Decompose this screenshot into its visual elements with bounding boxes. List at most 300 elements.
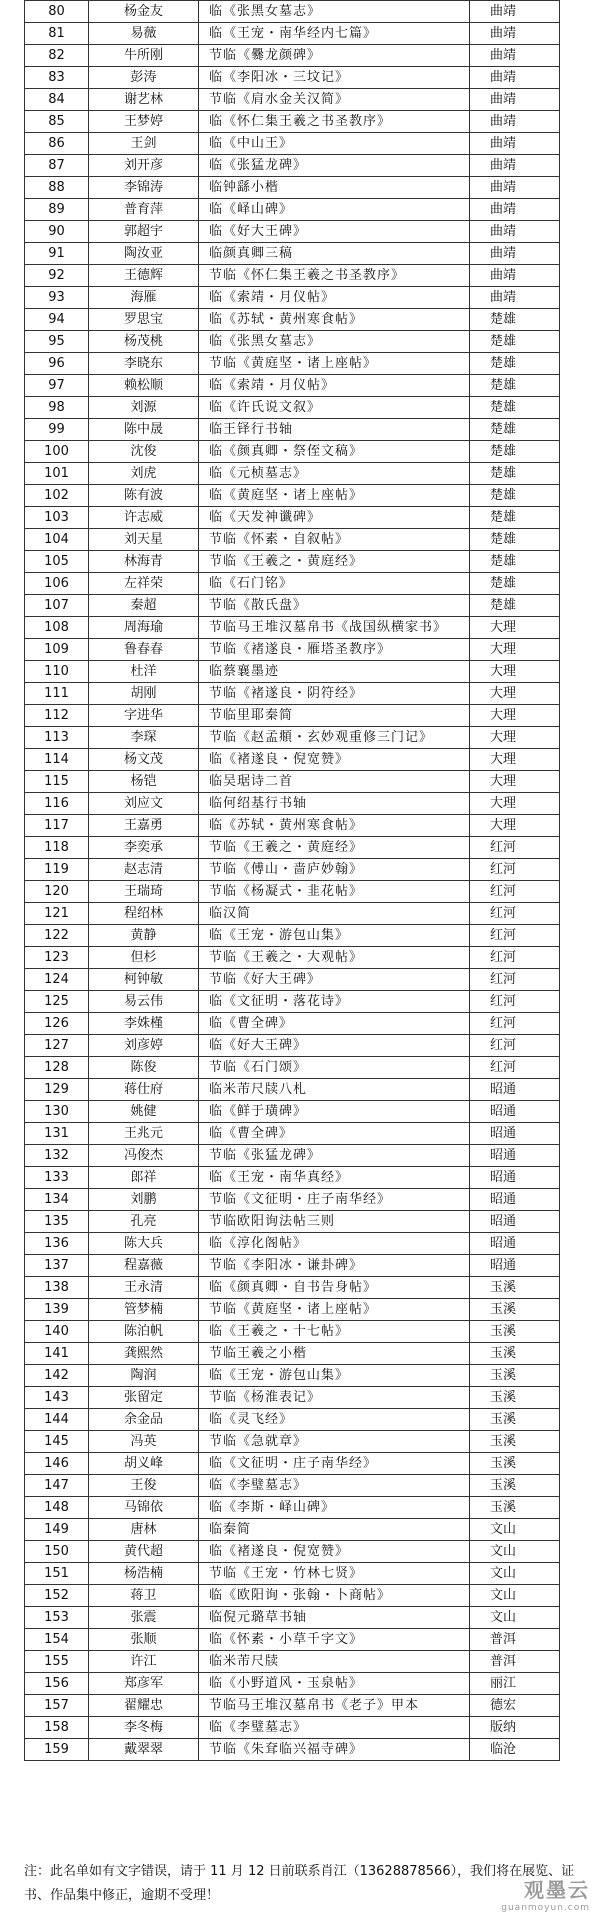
author-name: 罗思宝 xyxy=(89,309,199,331)
author-name: 杨金友 xyxy=(89,1,199,23)
work-title: 节临《赵孟頫・玄妙观重修三门记》 xyxy=(199,727,470,749)
work-title: 节临《黄庭坚・诸上座帖》 xyxy=(199,353,470,375)
region: 普洱 xyxy=(470,1629,560,1651)
work-title: 临《苏轼・黄州寒食帖》 xyxy=(199,309,470,331)
author-name: 胡刚 xyxy=(89,683,199,705)
author-name: 杜洋 xyxy=(89,661,199,683)
table-row xyxy=(25,1343,560,1365)
row-number: 112 xyxy=(25,705,89,727)
author-name: 程嘉薇 xyxy=(89,1255,199,1277)
watermark xyxy=(501,1878,590,1914)
table-row xyxy=(25,375,560,397)
work-title: 节临《散氏盘》 xyxy=(199,595,470,617)
region: 德宏 xyxy=(470,1695,560,1717)
region: 大理 xyxy=(470,705,560,727)
row-number: 90 xyxy=(25,221,89,243)
row-number: 127 xyxy=(25,1035,89,1057)
work-title: 节临里耶秦简 xyxy=(199,705,470,727)
work-title: 临《张黑女墓志》 xyxy=(199,1,470,23)
author-name: 杨浩楠 xyxy=(89,1563,199,1585)
table-row xyxy=(25,1013,560,1035)
region: 楚雄 xyxy=(470,595,560,617)
row-number: 157 xyxy=(25,1695,89,1717)
author-name: 孔亮 xyxy=(89,1211,199,1233)
table-row xyxy=(25,991,560,1013)
work-title: 临《欧阳询・张翰・卜商帖》 xyxy=(199,1585,470,1607)
region: 红河 xyxy=(470,991,560,1013)
work-title: 节临欧阳询法帖三则 xyxy=(199,1211,470,1233)
work-title: 节临《怀仁集王羲之书圣教序》 xyxy=(199,265,470,287)
table-row xyxy=(25,441,560,463)
work-title: 临《褚遂良・倪宽赞》 xyxy=(199,1541,470,1563)
row-number: 110 xyxy=(25,661,89,683)
author-name: 张留定 xyxy=(89,1387,199,1409)
row-number: 92 xyxy=(25,265,89,287)
table-row xyxy=(25,749,560,771)
region: 昭通 xyxy=(470,1255,560,1277)
table-row xyxy=(25,969,560,991)
region: 楚雄 xyxy=(470,309,560,331)
table-row xyxy=(25,507,560,529)
work-title: 节临《王羲之・大观帖》 xyxy=(199,947,470,969)
author-name: 易云伟 xyxy=(89,991,199,1013)
work-title: 节临马王堆汉墓帛书《战国纵横家书》 xyxy=(199,617,470,639)
work-title: 临《张猛龙碑》 xyxy=(199,155,470,177)
author-name: 杨文茂 xyxy=(89,749,199,771)
table-row xyxy=(25,1167,560,1189)
work-title: 节临《王羲之・黄庭经》 xyxy=(199,837,470,859)
row-number: 95 xyxy=(25,331,89,353)
work-title: 临《峄山碑》 xyxy=(199,199,470,221)
author-name: 唐林 xyxy=(89,1519,199,1541)
row-number: 152 xyxy=(25,1585,89,1607)
region: 红河 xyxy=(470,881,560,903)
author-name: 蒋仕府 xyxy=(89,1079,199,1101)
entries-table xyxy=(24,0,560,1761)
table-row xyxy=(25,287,560,309)
region: 楚雄 xyxy=(470,353,560,375)
table-row xyxy=(25,1673,560,1695)
table-row xyxy=(25,1211,560,1233)
row-number: 89 xyxy=(25,199,89,221)
row-number: 88 xyxy=(25,177,89,199)
table-row xyxy=(25,793,560,815)
work-title: 临何绍基行书轴 xyxy=(199,793,470,815)
row-number: 156 xyxy=(25,1673,89,1695)
author-name: 郭超宇 xyxy=(89,221,199,243)
author-name: 谢艺林 xyxy=(89,89,199,111)
work-title: 节临《褚遂良・阴符经》 xyxy=(199,683,470,705)
region: 楚雄 xyxy=(470,463,560,485)
region: 曲靖 xyxy=(470,45,560,67)
region: 玉溪 xyxy=(470,1475,560,1497)
table-row xyxy=(25,23,560,45)
work-title: 临倪元璐草书轴 xyxy=(199,1607,470,1629)
work-title: 临《黄庭坚・诸上座帖》 xyxy=(199,485,470,507)
author-name: 王俊 xyxy=(89,1475,199,1497)
row-number: 99 xyxy=(25,419,89,441)
row-number: 116 xyxy=(25,793,89,815)
watermark-logo-text: 观墨云 xyxy=(524,1878,590,1902)
author-name: 李晓东 xyxy=(89,353,199,375)
table-row xyxy=(25,1255,560,1277)
author-name: 王梦婷 xyxy=(89,111,199,133)
region: 玉溪 xyxy=(470,1387,560,1409)
work-title: 临钟繇小楷 xyxy=(199,177,470,199)
region: 玉溪 xyxy=(470,1277,560,1299)
table-row xyxy=(25,1563,560,1585)
work-title: 临《小野道风・玉泉帖》 xyxy=(199,1673,470,1695)
work-title: 临米芾尺牍八札 xyxy=(199,1079,470,1101)
table-row xyxy=(25,1739,560,1761)
region: 大理 xyxy=(470,727,560,749)
work-title: 临《索靖・月仪帖》 xyxy=(199,287,470,309)
author-name: 李锦涛 xyxy=(89,177,199,199)
region: 昭通 xyxy=(470,1145,560,1167)
work-title: 节临《好大王碑》 xyxy=(199,969,470,991)
region: 玉溪 xyxy=(470,1365,560,1387)
work-title: 节临《杨淮表记》 xyxy=(199,1387,470,1409)
table-row xyxy=(25,705,560,727)
author-name: 黄静 xyxy=(89,925,199,947)
work-title: 临《许氏说文叙》 xyxy=(199,397,470,419)
row-number: 133 xyxy=(25,1167,89,1189)
author-name: 许江 xyxy=(89,1651,199,1673)
row-number: 103 xyxy=(25,507,89,529)
work-title: 临《鲜于璜碑》 xyxy=(199,1101,470,1123)
region: 昭通 xyxy=(470,1079,560,1101)
author-name: 海雁 xyxy=(89,287,199,309)
region: 大理 xyxy=(470,771,560,793)
region: 玉溪 xyxy=(470,1409,560,1431)
row-number: 100 xyxy=(25,441,89,463)
row-number: 104 xyxy=(25,529,89,551)
table-row xyxy=(25,419,560,441)
region: 玉溪 xyxy=(470,1497,560,1519)
region: 文山 xyxy=(470,1563,560,1585)
author-name: 冯俊杰 xyxy=(89,1145,199,1167)
author-name: 刘天星 xyxy=(89,529,199,551)
author-name: 陶汝亚 xyxy=(89,243,199,265)
region: 临沧 xyxy=(470,1739,560,1761)
work-title: 节临《文征明・庄子南华经》 xyxy=(199,1189,470,1211)
region: 楚雄 xyxy=(470,419,560,441)
region: 大理 xyxy=(470,815,560,837)
region: 昭通 xyxy=(470,1167,560,1189)
table-row xyxy=(25,1607,560,1629)
row-number: 108 xyxy=(25,617,89,639)
row-number: 83 xyxy=(25,67,89,89)
row-number: 86 xyxy=(25,133,89,155)
region: 大理 xyxy=(470,639,560,661)
row-number: 115 xyxy=(25,771,89,793)
region: 红河 xyxy=(470,1057,560,1079)
author-name: 龚熙然 xyxy=(89,1343,199,1365)
table-row xyxy=(25,1365,560,1387)
row-number: 101 xyxy=(25,463,89,485)
author-name: 彭涛 xyxy=(89,67,199,89)
region: 红河 xyxy=(470,947,560,969)
table-row xyxy=(25,111,560,133)
work-title: 节临马王堆汉墓帛书《老子》甲本 xyxy=(199,1695,470,1717)
work-title: 临《王宠・南华经内七篇》 xyxy=(199,23,470,45)
work-title: 临《索靖・月仪帖》 xyxy=(199,375,470,397)
table-row xyxy=(25,1409,560,1431)
region: 曲靖 xyxy=(470,221,560,243)
row-number: 80 xyxy=(25,1,89,23)
table-row xyxy=(25,1585,560,1607)
region: 大理 xyxy=(470,661,560,683)
table-row xyxy=(25,1057,560,1079)
region: 丽江 xyxy=(470,1673,560,1695)
table-row xyxy=(25,573,560,595)
region: 曲靖 xyxy=(470,23,560,45)
work-title: 临吴琚诗二首 xyxy=(199,771,470,793)
table-row xyxy=(25,1519,560,1541)
region: 普洱 xyxy=(470,1651,560,1673)
region: 玉溪 xyxy=(470,1343,560,1365)
region: 曲靖 xyxy=(470,155,560,177)
row-number: 143 xyxy=(25,1387,89,1409)
region: 玉溪 xyxy=(470,1321,560,1343)
region: 楚雄 xyxy=(470,507,560,529)
region: 大理 xyxy=(470,617,560,639)
region: 玉溪 xyxy=(470,1453,560,1475)
row-number: 136 xyxy=(25,1233,89,1255)
author-name: 李姝槿 xyxy=(89,1013,199,1035)
table-row xyxy=(25,397,560,419)
table-row xyxy=(25,177,560,199)
row-number: 111 xyxy=(25,683,89,705)
row-number: 128 xyxy=(25,1057,89,1079)
author-name: 蒋卫 xyxy=(89,1585,199,1607)
table-row xyxy=(25,1079,560,1101)
table-row xyxy=(25,947,560,969)
work-title: 节临《杨凝式・韭花帖》 xyxy=(199,881,470,903)
table-row xyxy=(25,617,560,639)
table-row xyxy=(25,1695,560,1717)
row-number: 139 xyxy=(25,1299,89,1321)
author-name: 陈有波 xyxy=(89,485,199,507)
table-row xyxy=(25,1101,560,1123)
table-row xyxy=(25,45,560,67)
row-number: 94 xyxy=(25,309,89,331)
work-title: 临米芾尺牍 xyxy=(199,1651,470,1673)
table-row xyxy=(25,1475,560,1497)
region: 昭通 xyxy=(470,1233,560,1255)
region: 楚雄 xyxy=(470,573,560,595)
table-row xyxy=(25,815,560,837)
table-row xyxy=(25,1233,560,1255)
author-name: 普育萍 xyxy=(89,199,199,221)
table-row xyxy=(25,661,560,683)
table-row xyxy=(25,1541,560,1563)
region: 曲靖 xyxy=(470,243,560,265)
author-name: 郑彦军 xyxy=(89,1673,199,1695)
work-title: 临《好大王碑》 xyxy=(199,221,470,243)
author-name: 陈大兵 xyxy=(89,1233,199,1255)
author-name: 黄代超 xyxy=(89,1541,199,1563)
author-name: 张震 xyxy=(89,1607,199,1629)
author-name: 王兆元 xyxy=(89,1123,199,1145)
work-title: 节临《黄庭坚・诸上座帖》 xyxy=(199,1299,470,1321)
row-number: 107 xyxy=(25,595,89,617)
table-row xyxy=(25,1453,560,1475)
region: 大理 xyxy=(470,793,560,815)
author-name: 翟耀忠 xyxy=(89,1695,199,1717)
author-name: 刘鹏 xyxy=(89,1189,199,1211)
row-number: 105 xyxy=(25,551,89,573)
author-name: 林海青 xyxy=(89,551,199,573)
row-number: 121 xyxy=(25,903,89,925)
entries-table-container xyxy=(24,0,559,1761)
region: 曲靖 xyxy=(470,89,560,111)
work-title: 临《天发神谶碑》 xyxy=(199,507,470,529)
region: 版纳 xyxy=(470,1717,560,1739)
row-number: 81 xyxy=(25,23,89,45)
region: 曲靖 xyxy=(470,133,560,155)
table-row xyxy=(25,1277,560,1299)
work-title: 节临《急就章》 xyxy=(199,1431,470,1453)
row-number: 140 xyxy=(25,1321,89,1343)
table-row xyxy=(25,331,560,353)
row-number: 102 xyxy=(25,485,89,507)
table-row xyxy=(25,155,560,177)
region: 红河 xyxy=(470,903,560,925)
region: 楚雄 xyxy=(470,441,560,463)
table-row xyxy=(25,529,560,551)
author-name: 周海瑜 xyxy=(89,617,199,639)
author-name: 陈泊帆 xyxy=(89,1321,199,1343)
work-title: 临《颜真卿・祭侄文稿》 xyxy=(199,441,470,463)
row-number: 154 xyxy=(25,1629,89,1651)
author-name: 陶润 xyxy=(89,1365,199,1387)
row-number: 126 xyxy=(25,1013,89,1035)
work-title: 临《李阳冰・三坟记》 xyxy=(199,67,470,89)
row-number: 91 xyxy=(25,243,89,265)
author-name: 刘彦婷 xyxy=(89,1035,199,1057)
work-title: 节临《张猛龙碑》 xyxy=(199,1145,470,1167)
author-name: 王剑 xyxy=(89,133,199,155)
row-number: 142 xyxy=(25,1365,89,1387)
work-title: 临秦简 xyxy=(199,1519,470,1541)
author-name: 赖松顺 xyxy=(89,375,199,397)
author-name: 鲁春春 xyxy=(89,639,199,661)
work-title: 临《灵飞经》 xyxy=(199,1409,470,1431)
author-name: 管梦楠 xyxy=(89,1299,199,1321)
row-number: 96 xyxy=(25,353,89,375)
table-row xyxy=(25,265,560,287)
row-number: 159 xyxy=(25,1739,89,1761)
author-name: 易薇 xyxy=(89,23,199,45)
author-name: 沈俊 xyxy=(89,441,199,463)
author-name: 冯英 xyxy=(89,1431,199,1453)
author-name: 杨铠 xyxy=(89,771,199,793)
work-title: 临《曹全碑》 xyxy=(199,1123,470,1145)
work-title: 节临《朱耷临兴福寺碑》 xyxy=(199,1739,470,1761)
row-number: 153 xyxy=(25,1607,89,1629)
row-number: 117 xyxy=(25,815,89,837)
table-row xyxy=(25,463,560,485)
region: 昭通 xyxy=(470,1123,560,1145)
row-number: 114 xyxy=(25,749,89,771)
work-title: 临《王宠・游包山集》 xyxy=(199,925,470,947)
author-name: 杨茂桃 xyxy=(89,331,199,353)
region: 文山 xyxy=(470,1519,560,1541)
region: 曲靖 xyxy=(470,67,560,89)
footer-note: 注：此名单如有文字错误，请于 11 月 12 日前联系肖江（13628878566），我们将在展览、证书、作品集中修正，逾期不受理！ xyxy=(24,1864,575,1903)
author-name: 柯钟敏 xyxy=(89,969,199,991)
table-row xyxy=(25,551,560,573)
work-title: 节临王羲之小楷 xyxy=(199,1343,470,1365)
row-number: 144 xyxy=(25,1409,89,1431)
table-row xyxy=(25,925,560,947)
work-title: 临《文征明・庄子南华经》 xyxy=(199,1453,470,1475)
row-number: 125 xyxy=(25,991,89,1013)
row-number: 93 xyxy=(25,287,89,309)
author-name: 牛所刚 xyxy=(89,45,199,67)
table-row xyxy=(25,309,560,331)
work-title: 节临《怀素・自叙帖》 xyxy=(199,529,470,551)
row-number: 122 xyxy=(25,925,89,947)
row-number: 149 xyxy=(25,1519,89,1541)
row-number: 124 xyxy=(25,969,89,991)
row-number: 134 xyxy=(25,1189,89,1211)
region: 红河 xyxy=(470,859,560,881)
region: 红河 xyxy=(470,969,560,991)
work-title: 临《褚遂良・倪宽赞》 xyxy=(199,749,470,771)
work-title: 临《中山王》 xyxy=(199,133,470,155)
region: 曲靖 xyxy=(470,199,560,221)
table-row xyxy=(25,1321,560,1343)
work-title: 临汉简 xyxy=(199,903,470,925)
row-number: 150 xyxy=(25,1541,89,1563)
table-row xyxy=(25,1,560,23)
table-row xyxy=(25,1431,560,1453)
row-number: 98 xyxy=(25,397,89,419)
work-title: 节临《王羲之・黄庭经》 xyxy=(199,551,470,573)
table-row xyxy=(25,485,560,507)
row-number: 85 xyxy=(25,111,89,133)
region: 红河 xyxy=(470,1035,560,1057)
region: 玉溪 xyxy=(470,1299,560,1321)
work-title: 临《元桢墓志》 xyxy=(199,463,470,485)
row-number: 148 xyxy=(25,1497,89,1519)
author-name: 张顺 xyxy=(89,1629,199,1651)
region: 红河 xyxy=(470,925,560,947)
region: 曲靖 xyxy=(470,265,560,287)
table-row xyxy=(25,1145,560,1167)
region: 昭通 xyxy=(470,1101,560,1123)
region: 昭通 xyxy=(470,1189,560,1211)
row-number: 113 xyxy=(25,727,89,749)
author-name: 秦超 xyxy=(89,595,199,617)
table-row xyxy=(25,1651,560,1673)
row-number: 145 xyxy=(25,1431,89,1453)
author-name: 程绍林 xyxy=(89,903,199,925)
author-name: 李奕承 xyxy=(89,837,199,859)
row-number: 129 xyxy=(25,1079,89,1101)
table-row xyxy=(25,1299,560,1321)
row-number: 109 xyxy=(25,639,89,661)
author-name: 姚健 xyxy=(89,1101,199,1123)
table-row xyxy=(25,1629,560,1651)
author-name: 刘虎 xyxy=(89,463,199,485)
row-number: 158 xyxy=(25,1717,89,1739)
table-row xyxy=(25,1717,560,1739)
author-name: 陈中晟 xyxy=(89,419,199,441)
work-title: 节临《李阳冰・谦卦碑》 xyxy=(199,1255,470,1277)
